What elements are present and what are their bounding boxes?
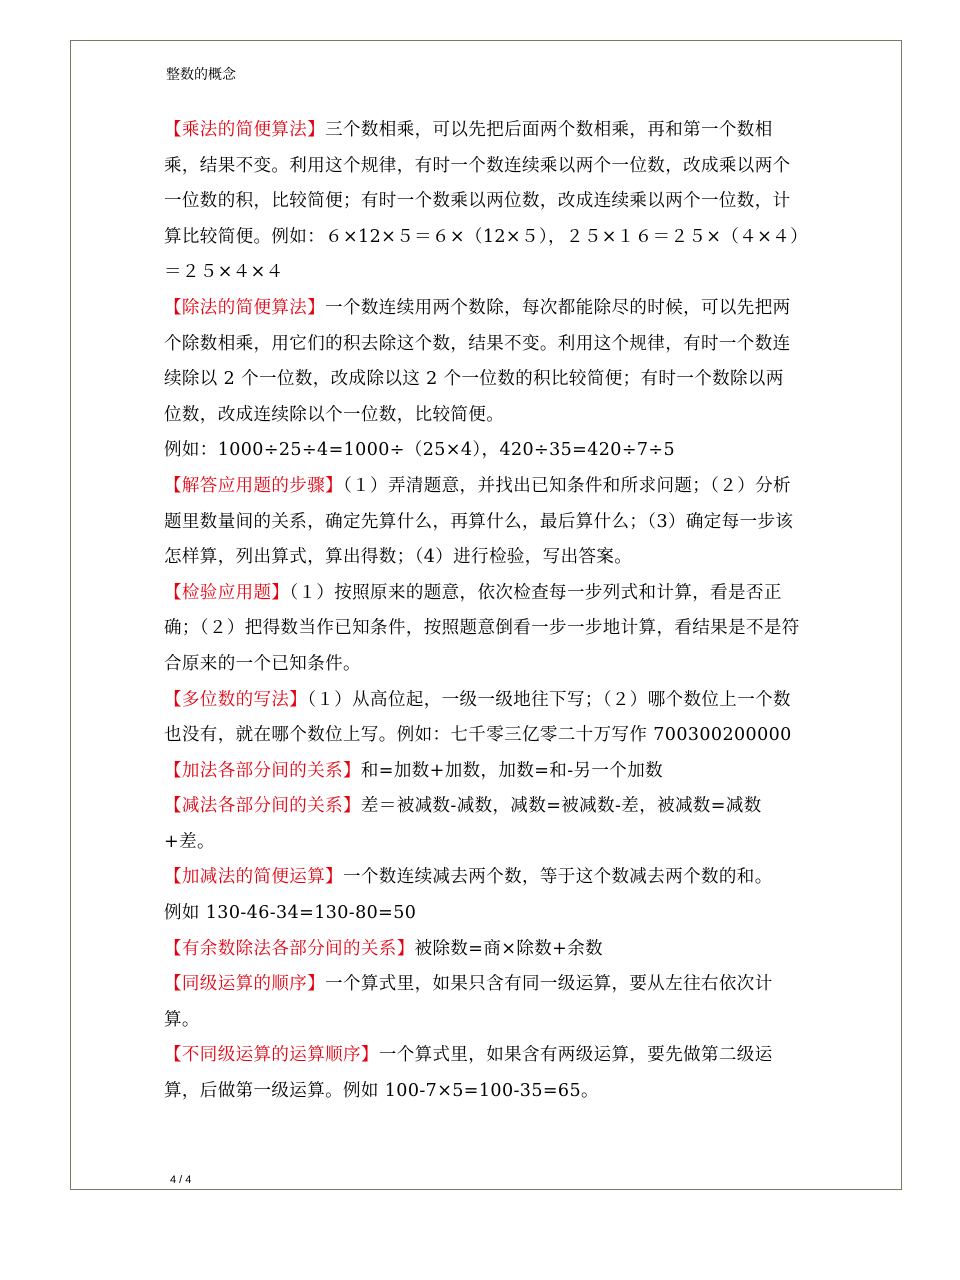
paragraph-text: 例如 130-46-34=130-80=50: [164, 903, 417, 924]
paragraph-text: 和=加数+加数，加数=和-另一个加数: [360, 760, 664, 781]
paragraph-heading: 【同级运算的顺序】: [164, 974, 326, 995]
paragraph-writing-large-numbers: [164, 683, 800, 754]
paragraph-text: 差＝被减数-减数，减数=被减数-差，被减数=减数+差。: [164, 796, 762, 852]
paragraph-heading: 【多位数的写法】: [164, 689, 308, 710]
paragraph-heading: 【减法各部分间的关系】: [164, 796, 361, 817]
paragraph-heading: 【除法的简便算法】: [164, 297, 326, 318]
paragraph-text: 例如：1000÷25÷4=1000÷（25×4），420÷35=420÷7÷5: [164, 440, 676, 461]
paragraph-subtraction-example: [164, 896, 800, 932]
paragraph-check-word-problem: [164, 576, 800, 683]
paragraph-text: 一个数连续用两个数除，每次都能除尽的时候，可以先把两个除数相乘，用它们的积去除这个数，结果不变。利用这个规律，有时一个数连续除以 2 个一位数，改成除以这 2 个一位数的积比较简便；有时一个数除以两位数，改成连续除以个一位数，比较简便。: [164, 297, 791, 425]
paragraph-text: 三个数相乘，可以先把后面两个数相乘，再和第一个数相乘，结果不变。利用这个规律，有时一个数连续乘以两个一位数，改成乘以两个一位数的积，比较简便；有时一个数乘以两位数，改成连续乘以两个一位数，计算比较简便。例如：６×12×５＝６×（12×５），２５×１６＝２５×（４×４）＝２５×４×４: [164, 120, 800, 283]
paragraph-heading: 【解答应用题的步骤】: [164, 475, 343, 496]
paragraph-text: 一个算式里，如果只含有同一级运算，要从左往右依次计算。: [164, 974, 773, 1030]
paragraph-text: （１）从高位起，一级一级地往下写；（２）哪个数位上一个数也没有，就在哪个数位上写。例如：七千零三亿零二十万写作 700300200000: [164, 689, 792, 746]
paragraph-mixed-level-order: [164, 1038, 800, 1109]
paragraph-heading: 【加法各部分间的关系】: [164, 760, 361, 781]
paragraph-heading: 【乘法的简便算法】: [164, 120, 326, 140]
paragraph-addition-relations: [164, 754, 800, 790]
page-number: 4 / 4: [170, 1174, 192, 1186]
paragraph-text: 一个数连续减去两个数，等于这个数减去两个数的和。: [343, 867, 773, 888]
paragraph-remainder-division-relations: [164, 932, 800, 968]
paragraph-subtraction-relations: [164, 789, 800, 860]
paragraph-text: （１）按照原来的题意，依次检查每一步列式和计算，看是否正确；（２）把得数当作已知条件，按照题意倒看一步一步地计算，看结果是不是符合原来的一个已知条件。: [164, 582, 800, 674]
paragraph-text: （１）弄清题意，并找出已知条件和所求问题；（２）分析题里数量间的关系，确定先算什么，再算什么，最后算什么；（3）确定每一步该怎样算，列出算式，算出得数；（4）进行检验，写出答案。: [164, 475, 794, 568]
paragraph-heading: 【加减法的简便运算】: [164, 867, 343, 888]
paragraph-add-subtract-shortcut: [164, 860, 800, 896]
document-body: [164, 113, 800, 1110]
paragraph-same-level-order: [164, 967, 800, 1038]
paragraph-heading: 【有余数除法各部分间的关系】: [164, 938, 415, 959]
paragraph-word-problem-steps: [164, 469, 800, 576]
paragraph-heading: 【检验应用题】: [164, 582, 290, 603]
paragraph-division-shortcut: [164, 291, 800, 433]
page-header-title: 整数的概念: [166, 67, 236, 83]
paragraph-multiplication-shortcut: [164, 113, 800, 291]
paragraph-heading: 【不同级运算的运算顺序】: [164, 1045, 379, 1066]
paragraph-text: 一个算式里，如果含有两级运算，要先做第二级运算，后做第一级运算。例如 100-7×5=100-35=65。: [164, 1045, 773, 1102]
paragraph-division-example: [164, 433, 800, 469]
paragraph-text: 被除数=商×除数+余数: [414, 938, 603, 959]
